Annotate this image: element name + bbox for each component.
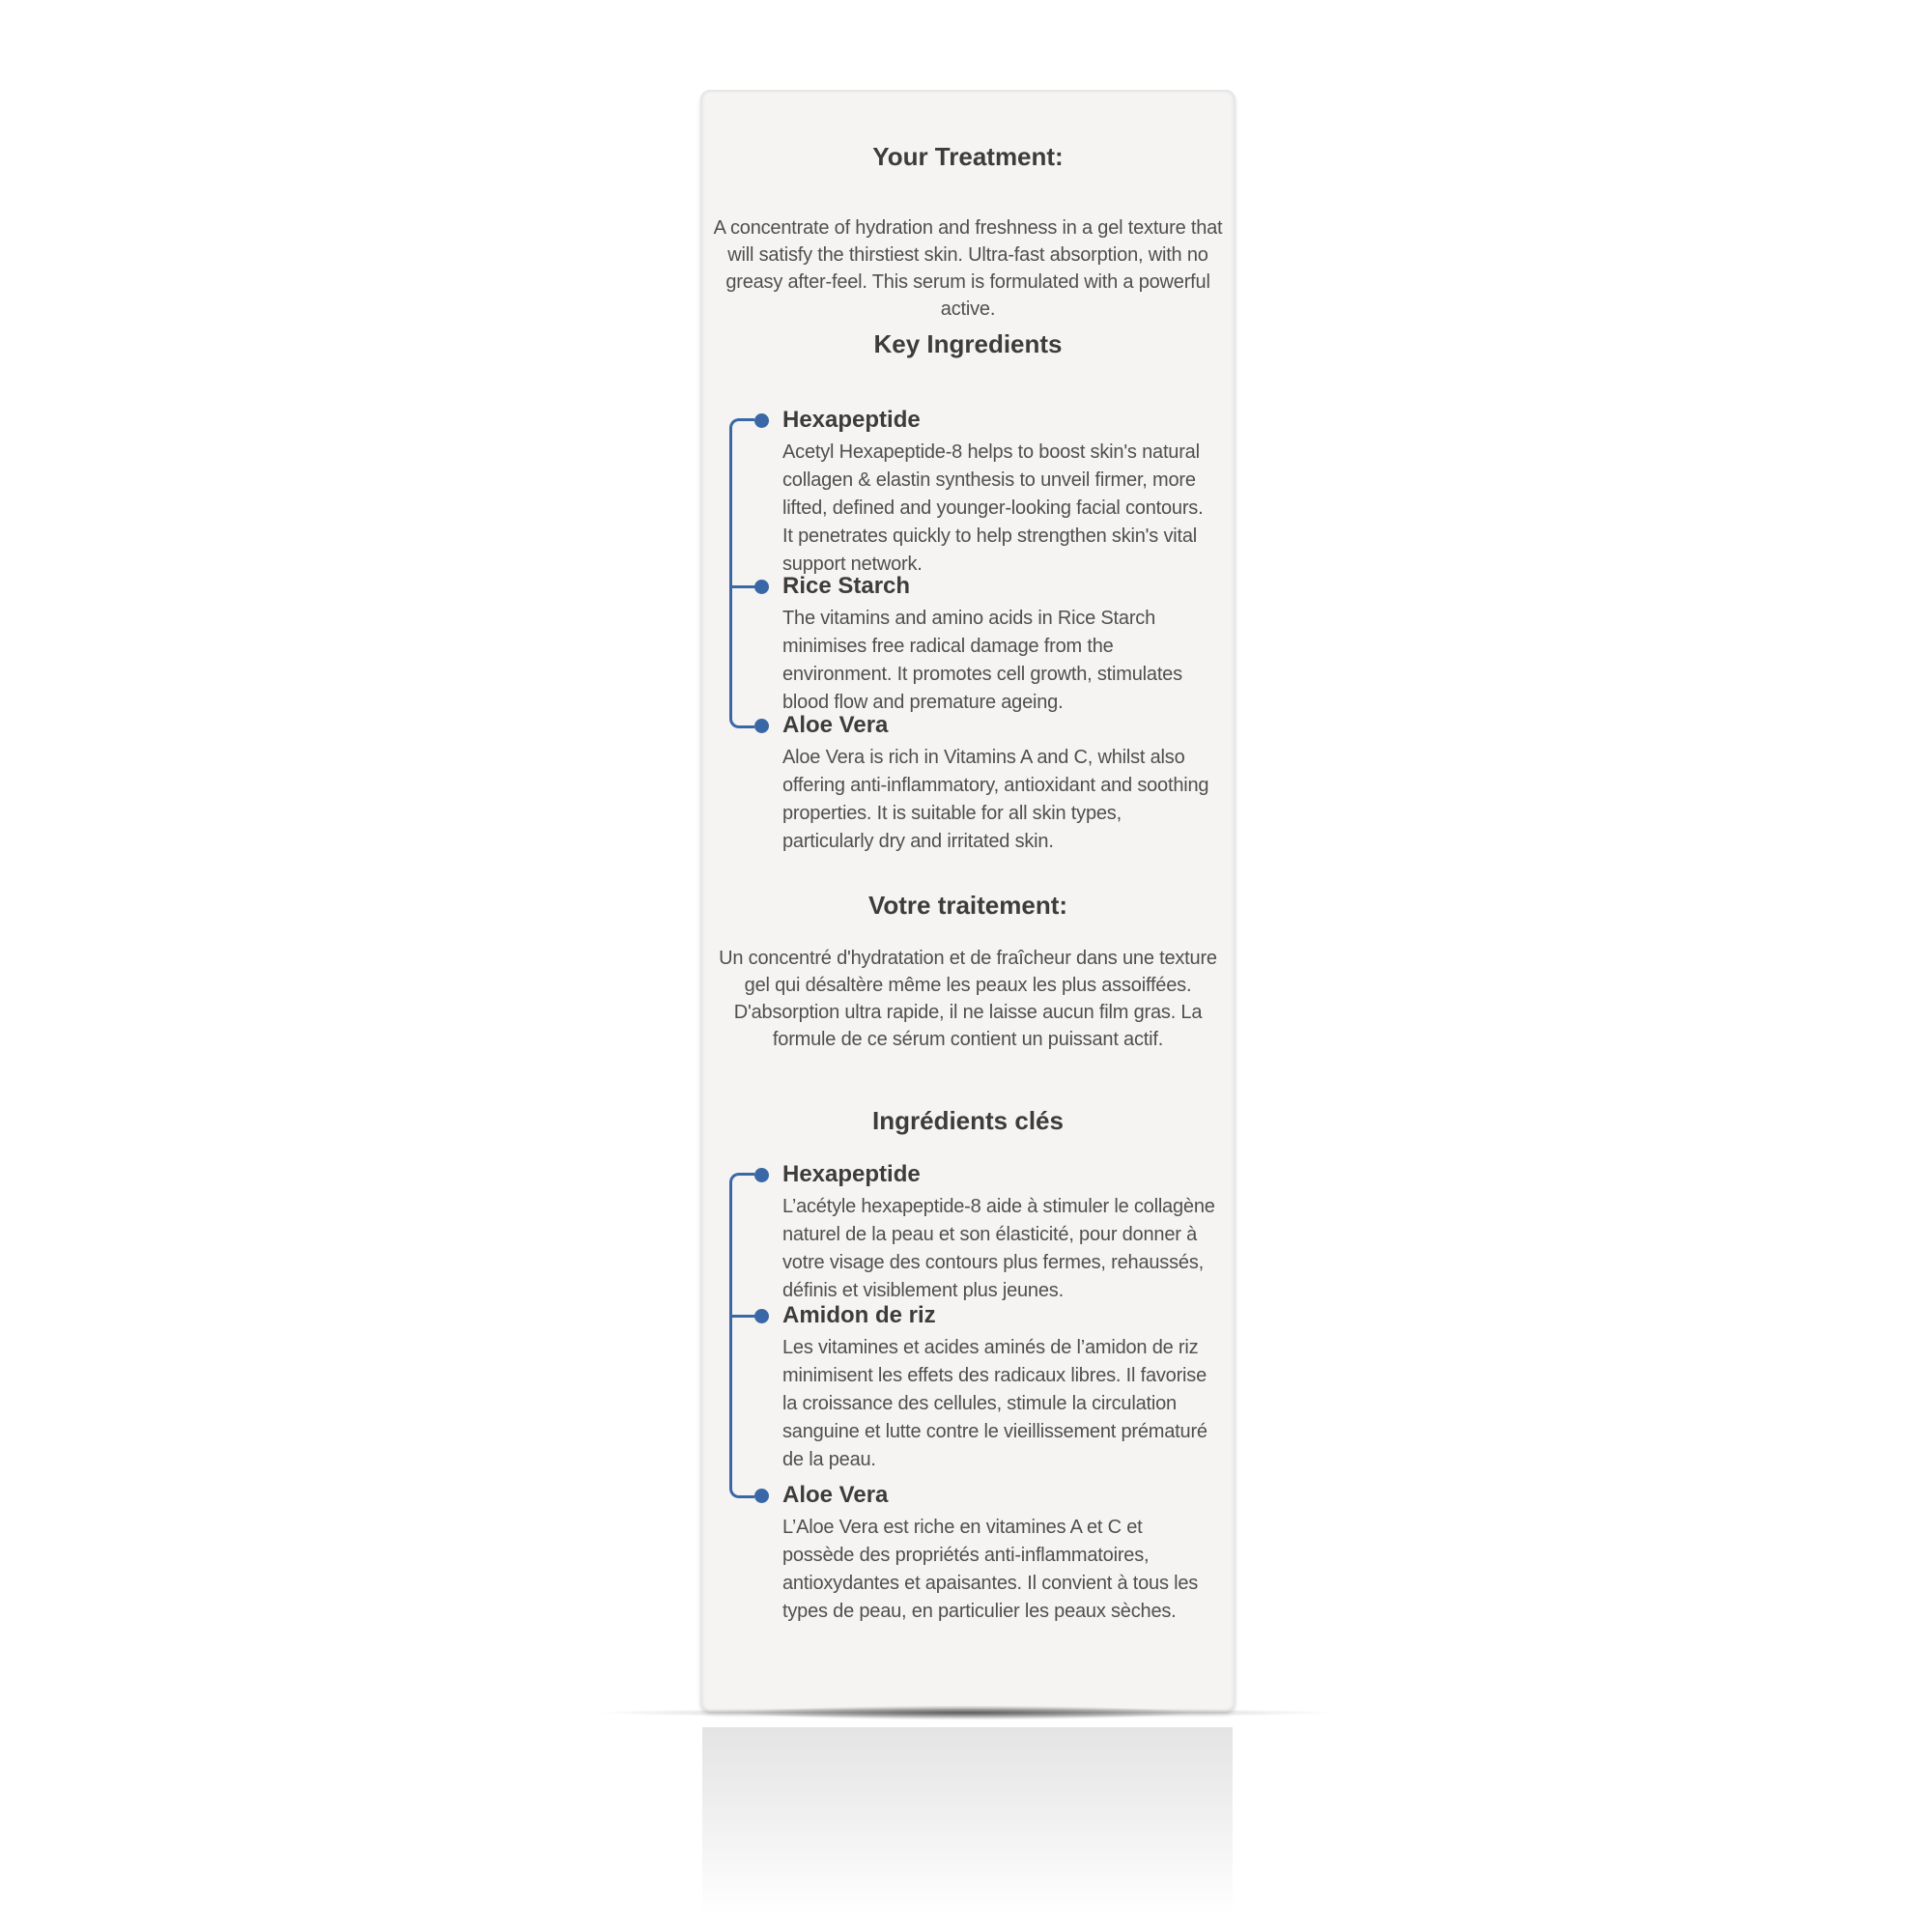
box-reflection [702, 1727, 1233, 1925]
connector-dot-icon [754, 580, 769, 594]
ingredient-name: Hexapeptide [782, 407, 921, 433]
treatment-description-en: A concentrate of hydration and freshness in a gel texture that will satisfy the thirstiest skin. Ultra-fast absorption, with no greasy after-feel. This serum is formulated with a powerful active. [713, 217, 1223, 320]
ingredient-description: L’acétyle hexapeptide-8 aide à stimuler le collagène naturel de la peau et son élasticité, pour donner à votre visage des contours plus fermes, rehaussés, définis et visiblement plus jeunes. [782, 1196, 1215, 1301]
ingredient-description: The vitamins and amino acids in Rice Starch minimises free radical damage from the environment. It promotes cell growth, stimulates blood flow and premature ageing. [782, 608, 1182, 713]
ingredient-connector-bracket-fr [729, 1173, 754, 1498]
key-ingredients-title-fr: Ingrédients clés [872, 1106, 1064, 1135]
treatment-title-en: Your Treatment: [872, 142, 1064, 171]
connector-dot-icon [754, 1489, 769, 1503]
box-contact-shadow [667, 1703, 1265, 1722]
ingredient-item-aloe-vera-fr [782, 1482, 1217, 1626]
product-box-back-panel [700, 90, 1236, 1712]
ingredient-item-hexapeptide-en [782, 407, 1217, 579]
ingredient-connector-bracket-en [729, 418, 754, 728]
ingredient-name: Hexapeptide [782, 1161, 921, 1187]
treatment-description-fr: Un concentré d'hydratation et de fraîcheur dans une texture gel qui désaltère même les peaux les plus assoiffées. D'absorption ultra rapide, il ne laisse aucun film gras. La formule de ce sérum contient un puissant actif. [719, 948, 1217, 1050]
ingredient-item-hexapeptide-fr [782, 1161, 1217, 1305]
connector-dot-icon [754, 1309, 769, 1323]
key-ingredients-title-en: Key Ingredients [873, 329, 1063, 358]
ingredient-name: Aloe Vera [782, 712, 889, 738]
treatment-title-fr: Votre traitement: [867, 891, 1068, 920]
ingredient-description: Les vitamines et acides aminés de l’amidon de riz minimisent les effets des radicaux libres. Il favorise la croissance des cellules, stimule la circulation sanguine et lutte contre le vieillissement prématuré de la peau. [782, 1337, 1208, 1470]
connector-dot-icon [754, 1168, 769, 1182]
ingredient-connector-stub-en [729, 585, 756, 588]
connector-dot-icon [754, 413, 769, 428]
ingredient-connector-stub-fr [729, 1315, 756, 1318]
ingredient-name: Rice Starch [782, 573, 911, 599]
connector-dot-icon [754, 719, 769, 733]
ingredient-item-aloe-vera-en [782, 712, 1217, 856]
ingredient-description: L’Aloe Vera est riche en vitamines A et C et possède des propriétés anti-inflammatoires, antioxydantes et apaisantes. Il convient à tous les types de peau, en particulier les peaux sèches. [782, 1517, 1199, 1622]
ingredient-description: Aloe Vera is rich in Vitamins A and C, whilst also offering anti-inflammatory, antioxidant and soothing properties. It is suitable for all skin types, particularly dry and irritated skin. [782, 747, 1209, 852]
ingredient-name: Amidon de riz [782, 1302, 936, 1328]
ingredient-description: Acetyl Hexapeptide-8 helps to boost skin's natural collagen & elastin synthesis to unveil firmer, more lifted, defined and younger-looking facial contours. It penetrates quickly to help strengthen skin's vital support network. [782, 441, 1204, 575]
ingredient-item-amidon-de-riz-fr [782, 1302, 1217, 1474]
ingredient-item-rice-starch-en [782, 573, 1217, 717]
ingredient-name: Aloe Vera [782, 1482, 889, 1508]
